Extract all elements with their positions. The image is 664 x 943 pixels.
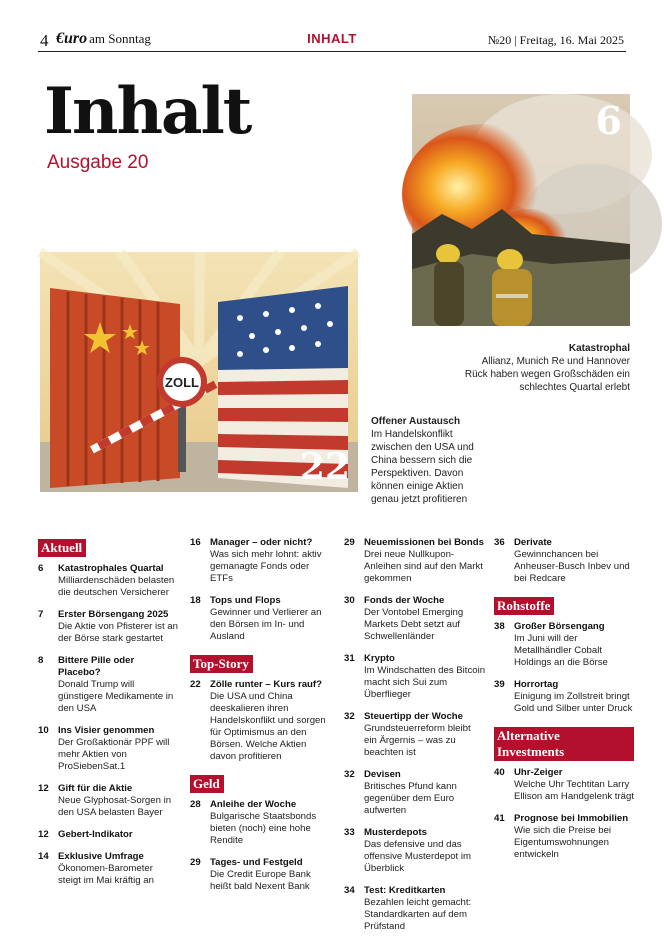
- toc-category-rohstoffe[interactable]: Rohstoffe: [494, 597, 554, 615]
- toc-entry-body: [210, 595, 332, 643]
- toc-entry-title: Bittere Pille oder Placebo?: [58, 655, 135, 678]
- toc-entry-description: Grundsteuerreform bleibt ein Ärgernis – was zu beachten ist: [364, 723, 471, 758]
- brand-suffix: am Sonntag: [89, 31, 151, 46]
- toc-entry-body: [364, 711, 486, 759]
- toc-entry-page: 8: [38, 655, 44, 666]
- toc-entry-description: Die Aktie von Pfisterer ist an der Börse stark gestartet: [58, 621, 178, 644]
- toc-entry-description: Das defensive und das offensive Musterdepot im Überblick: [364, 839, 472, 874]
- toc-entry[interactable]: [190, 799, 332, 847]
- toc-entry-title: Gebert-Indikator: [58, 829, 133, 840]
- toc-entry-page: 30: [344, 595, 355, 606]
- toc-entry-description: Welche Uhr Techtitan Larry Ellison am Handgelenk trägt: [514, 779, 634, 802]
- toc-entry-title: Horrortag: [514, 679, 559, 690]
- toc-entry-title: Manager – oder nicht?: [210, 537, 313, 548]
- toc-entry[interactable]: [190, 595, 332, 643]
- toc-entry-page: 39: [494, 679, 505, 690]
- toc-entry-body: [364, 537, 486, 585]
- toc-entry-title: Gift für die Aktie: [58, 783, 133, 794]
- toc-entry-description: Die Credit Europe Bank heißt bald Nexent Bank: [210, 869, 311, 892]
- toc-entry-body: [364, 827, 486, 875]
- toc-entry[interactable]: [38, 563, 178, 599]
- toc-entry-title: Katastrophales Quartal: [58, 563, 164, 574]
- toc-entry[interactable]: [344, 537, 486, 585]
- toc-column-4: [494, 537, 634, 871]
- toc-entry-title: Tages- und Festgeld: [210, 857, 303, 868]
- toc-entry-page: 40: [494, 767, 505, 778]
- toc-entry-body: [210, 857, 332, 893]
- toc-entry-page: 16: [190, 537, 201, 548]
- toc-entry-title: Großer Börsengang: [514, 621, 605, 632]
- page-number: 4: [40, 31, 49, 50]
- toc-entry-title: Uhr-Zeiger: [514, 767, 563, 778]
- toc-entry[interactable]: [38, 609, 178, 645]
- toc-entry[interactable]: [344, 827, 486, 875]
- toc-entry[interactable]: [190, 679, 332, 763]
- toc-entry-page: 22: [190, 679, 201, 690]
- toc-category-aktuell[interactable]: Aktuell: [38, 539, 86, 557]
- toc-entry-description: Der Großaktionär PPF will mehr Aktien von ProSiebenSat.1: [58, 737, 170, 772]
- toc-entry-page: 29: [190, 857, 201, 868]
- toc-entry-title: Steuertipp der Woche: [364, 711, 463, 722]
- toc-entry-body: [58, 609, 178, 645]
- toc-entry[interactable]: [494, 767, 634, 803]
- toc-entry-body: [514, 621, 634, 669]
- toc-category-top-story[interactable]: Top-Story: [190, 655, 253, 673]
- toc-entry-page: 28: [190, 799, 201, 810]
- toc-entry-description: Britisches Pfund kann gegenüber dem Euro aufwerten: [364, 781, 457, 816]
- toc-entry-title: Fonds der Woche: [364, 595, 445, 606]
- toc-entry[interactable]: [494, 813, 634, 861]
- toc-entry-page: 12: [38, 829, 49, 840]
- toc-entry-page: 7: [38, 609, 44, 620]
- toc-entry-page: 31: [344, 653, 355, 664]
- toc-entry-body: [514, 767, 634, 803]
- zoll-sign-text: ZOLL: [165, 375, 199, 390]
- toc-entry[interactable]: [344, 711, 486, 759]
- toc-entry-page: 33: [344, 827, 355, 838]
- toc-entry-body: [58, 725, 178, 773]
- caption-title: Katastrophal: [568, 343, 630, 354]
- toc-entry-title: Musterdepots: [364, 827, 427, 838]
- toc-entry-page: 29: [344, 537, 355, 548]
- toc-column-1: [38, 537, 178, 897]
- toc-entry-title: Test: Kreditkarten: [364, 885, 446, 896]
- toc-entry-body: [58, 851, 178, 887]
- toc-entry-page: 14: [38, 851, 49, 862]
- toc-entry-title: Erster Börsengang 2025: [58, 609, 169, 620]
- toc-entry[interactable]: [344, 595, 486, 643]
- toc-entry-page: 36: [494, 537, 505, 548]
- toc-entry-description: Die USA und China deeskalieren ihren Handelskonflikt und sorgen für Optimismus an den Börsen. Welche Aktien davon profitieren: [210, 691, 326, 762]
- toc-entry-title: Zölle runter – Kurs rauf?: [210, 679, 322, 690]
- toc-entry[interactable]: [190, 537, 332, 585]
- toc-entry-body: [514, 537, 634, 585]
- page-title: Inhalt: [44, 74, 251, 149]
- toc-entry-body: [364, 769, 486, 817]
- section-label: INHALT: [307, 31, 357, 46]
- toc-entry-body: [58, 829, 133, 841]
- toc-entry-description: Bezahlen leicht gemacht: Standardkarten auf dem Prüfstand: [364, 897, 472, 932]
- toc-entry-body: [364, 595, 486, 643]
- toc-entry[interactable]: [344, 885, 486, 933]
- toc-entry-description: Im Windschatten des Bitcoin macht sich Sui zum Überflieger: [364, 665, 486, 700]
- toc-column-3: [344, 537, 486, 943]
- toc-entry[interactable]: [190, 857, 332, 893]
- toc-entry-page: 10: [38, 725, 49, 736]
- toc-entry-page: 34: [344, 885, 355, 896]
- toc-entry-description: Gewinnchancen bei Anheuser-Busch Inbev und bei Redcare: [514, 549, 630, 584]
- toc-entry-description: Milliardenschäden belasten die deutschen Versicherer: [58, 575, 175, 598]
- toc-entry-body: [58, 655, 178, 715]
- toc-entry-page: 38: [494, 621, 505, 632]
- page-header: [38, 28, 626, 52]
- toc-entry-title: Prognose bei Immobilien: [514, 813, 629, 824]
- toc-entry[interactable]: [38, 829, 178, 841]
- toc-entry-title: Tops und Flops: [210, 595, 281, 606]
- toc-entry-title: Krypto: [364, 653, 395, 664]
- toc-entry[interactable]: [344, 769, 486, 817]
- caption-title: Offener Austausch: [371, 416, 461, 427]
- toc-entry-body: [514, 813, 634, 861]
- feature-image-trade[interactable]: [40, 252, 358, 492]
- caption-trade: [371, 415, 476, 506]
- toc-entry-page: 32: [344, 711, 355, 722]
- toc-entry[interactable]: [494, 621, 634, 669]
- toc-entry-description: Bulgarische Staatsbonds bieten (noch) eine hohe Rendite: [210, 811, 317, 846]
- toc-entry-body: [58, 563, 178, 599]
- toc-entry-body: [210, 679, 332, 763]
- toc-entry-body: [210, 537, 332, 585]
- toc-entry-description: Ökonomen-Barometer steigt im Mai kräftig an: [58, 863, 154, 886]
- caption-wildfire: [460, 342, 630, 394]
- toc-entry-body: [58, 783, 178, 819]
- page-subtitle: Ausgabe 20: [47, 152, 149, 173]
- toc-entry-page: 32: [344, 769, 355, 780]
- toc-category-geld[interactable]: Geld: [190, 775, 224, 793]
- toc-entry[interactable]: [344, 653, 486, 701]
- toc-entry-description: Was sich mehr lohnt: aktiv gemanagte Fonds oder ETFs: [210, 549, 322, 584]
- toc-entry-page: 12: [38, 783, 49, 794]
- caption-text: Allianz, Munich Re und Hannover Rück haben wegen Großschäden ein schlechtes Quartal erlebt: [464, 356, 630, 393]
- feature-page-number: 22: [299, 446, 350, 488]
- toc-entry-description: Einigung im Zollstreit bringt Gold und Silber unter Druck: [514, 691, 633, 714]
- toc-entry[interactable]: [494, 537, 634, 585]
- toc-entry-title: Exklusive Umfrage: [58, 851, 144, 862]
- issue-info: №20 | Freitag, 16. Mai 2025: [487, 33, 624, 47]
- toc-entry[interactable]: [38, 725, 178, 773]
- toc-entry[interactable]: [38, 851, 178, 887]
- toc-entry-body: [364, 885, 486, 933]
- toc-entry-description: Wie sich die Preise bei Eigentumswohnungen entwickeln: [514, 825, 612, 860]
- toc-entry[interactable]: [38, 655, 178, 715]
- toc-entry-body: [514, 679, 634, 715]
- toc-entry-description: Der Vontobel Emerging Markets Debt setzt auf Schwellenländer: [364, 607, 464, 642]
- toc-entry-description: Donald Trump will günstigere Medikamente in den USA: [58, 679, 174, 714]
- toc-entry[interactable]: [494, 679, 634, 715]
- toc-entry-page: 6: [38, 563, 44, 574]
- toc-entry-description: Im Juni will der Metallhändler Cobalt Holdings an die Börse: [514, 633, 608, 668]
- toc-entry-title: Neuemissionen bei Bonds: [364, 537, 484, 548]
- toc-entry-description: Neue Glyphosat-Sorgen in den USA belasten Bayer: [58, 795, 172, 818]
- toc-entry-title: Anleihe der Woche: [210, 799, 297, 810]
- feature-image-wildfire[interactable]: [412, 94, 630, 326]
- toc-entry-description: Gewinner und Verlierer an den Börsen im In- und Ausland: [210, 607, 322, 642]
- feature-page-number: 6: [595, 98, 622, 143]
- toc-entry-page: 18: [190, 595, 201, 606]
- toc-entry-title: Devisen: [364, 769, 401, 780]
- toc-entry-body: [364, 653, 486, 701]
- toc-entry-title: Derivate: [514, 537, 552, 548]
- toc-entry-description: Drei neue Nullkupon-Anleihen sind auf den Markt gekommen: [364, 549, 483, 584]
- toc-entry-page: 41: [494, 813, 505, 824]
- toc-entry-body: [210, 799, 332, 847]
- caption-text: Im Handelskonflikt zwischen den USA und China bessern sich die Perspektiven. Davon können einige Aktien genau jetzt profitieren: [371, 429, 474, 505]
- toc-entry[interactable]: [38, 783, 178, 819]
- toc-category-alternative-investments[interactable]: Alternative Investments: [494, 727, 634, 761]
- toc-column-2: [190, 537, 332, 903]
- toc-entry-title: Ins Visier genommen: [58, 725, 155, 736]
- brand-logo-mark: €uro: [56, 30, 88, 47]
